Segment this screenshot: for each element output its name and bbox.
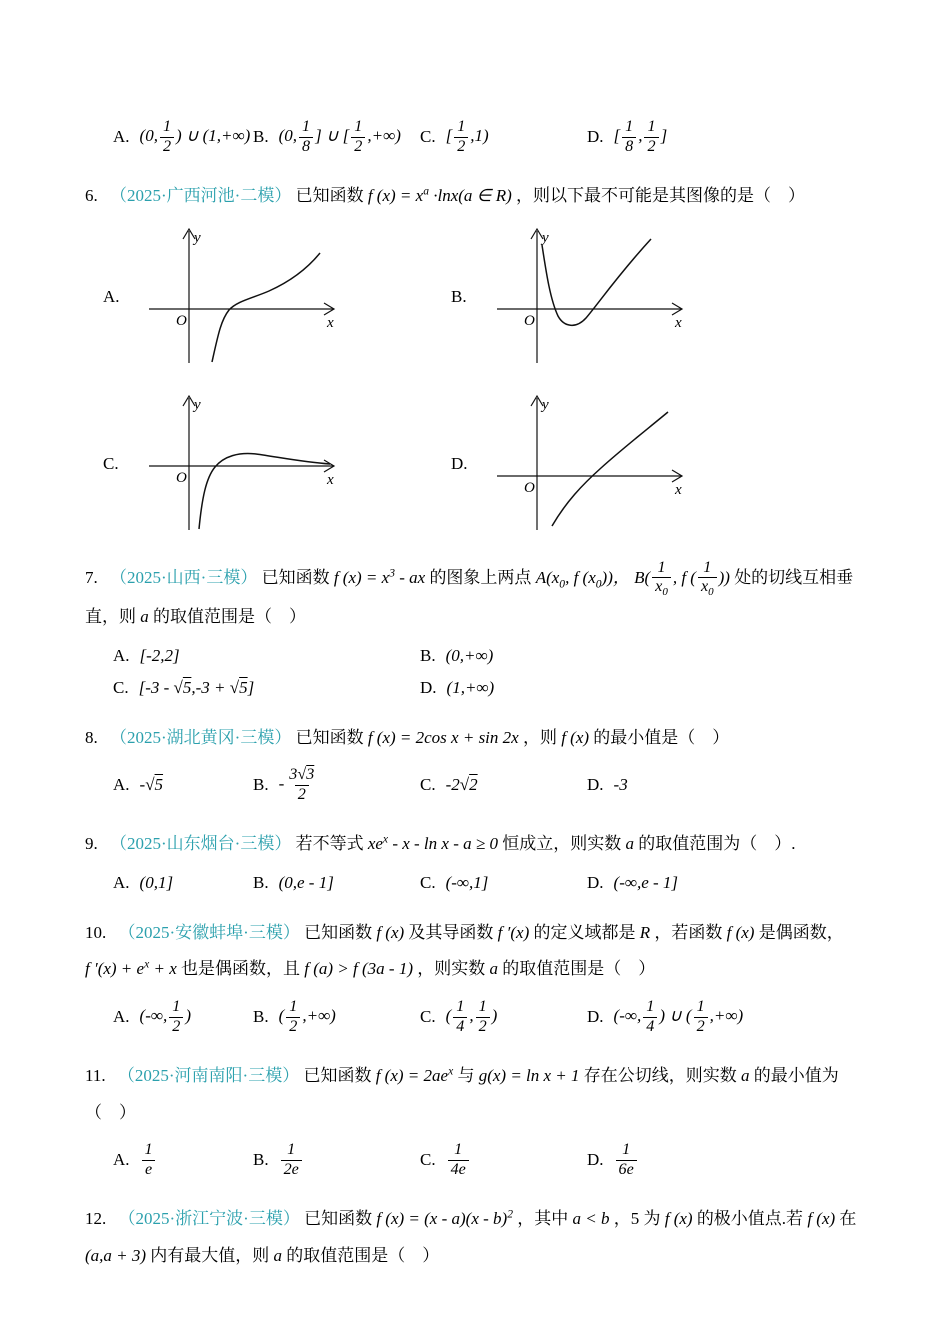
graph-a <box>103 225 451 370</box>
option-label: B. <box>253 775 269 795</box>
option-a <box>113 646 420 666</box>
option-value: (0, $\frac{1}{2}$ ) ∪ (1,+∞) <box>139 118 251 155</box>
stem-text: 及其导函数 <box>408 922 494 942</box>
option-label: D. <box>587 872 604 892</box>
graph-a-plot <box>137 225 349 370</box>
stem-math: a <box>140 607 149 627</box>
axis-label-origin: O <box>176 312 187 329</box>
option-label: A. <box>113 1150 130 1170</box>
option-d <box>587 775 628 795</box>
option-label: A. <box>113 645 130 665</box>
option-d <box>420 678 494 698</box>
stem-math: f (a) > f (3a - 1) <box>304 959 413 979</box>
stem-text: 的取值范围是（ ） <box>502 959 656 979</box>
stem-math: a <box>625 834 634 854</box>
stem-math: f (x) = (x - a)(x - b)$^2$ <box>376 1207 513 1229</box>
stem-text: 若不等式 <box>295 834 364 854</box>
option-label: D. <box>587 1150 604 1170</box>
problem-12 <box>85 1201 870 1274</box>
problem-6-stem <box>85 178 870 215</box>
option-label: B. <box>253 872 269 892</box>
stem-text: 的取值范围是（ ） <box>286 1245 440 1265</box>
option-value: (-∞,e - 1] <box>613 872 679 892</box>
option-label: C. <box>420 872 436 892</box>
option-value: (-∞, $\frac{1}{2}$ ) <box>139 998 191 1035</box>
prev-option-a <box>113 118 253 156</box>
stem-text: ，若函数 <box>654 922 723 942</box>
option-value: (-∞,1] <box>445 872 489 892</box>
stem-math: f $'(x) + e^x + x$ <box>85 957 177 979</box>
problem-7-stem <box>85 559 870 636</box>
stem-math: $xe^x - x - \ln x - a \ge 0$ <box>367 832 498 854</box>
problem-number: 9. <box>85 834 98 854</box>
axis-label-x: x <box>675 481 682 498</box>
prev-question-options-row <box>113 118 870 156</box>
graph-option-label: C. <box>103 454 119 474</box>
problem-7 <box>85 559 870 698</box>
stem-math: B( $\frac{1}{x_0}$ , f ( $\frac{1}{x_0}$ )) <box>634 558 730 599</box>
stem-math: f $(x) = x^a \cdot\ln x(a$ ∈ R) <box>367 184 512 206</box>
option-label: A. <box>113 872 130 892</box>
option-value: $\frac{1}{2e}$ <box>279 1141 304 1179</box>
stem-text: 恒成立，则实数 <box>502 834 622 854</box>
option-value: ( $\frac{1}{2}$ ,+∞) <box>278 998 336 1035</box>
stem-math: f (x) <box>726 922 755 942</box>
stem-text: 的定义域都是 <box>533 922 636 942</box>
option-value: [ $\frac{1}{2}$ ,1) <box>445 118 489 155</box>
graph-c <box>103 392 451 537</box>
option-value: $\frac{1}{e}$ <box>140 1141 158 1179</box>
axis-label-origin: O <box>524 312 535 329</box>
problem-number: 11. <box>85 1066 106 1086</box>
problem-number: 7. <box>85 567 98 587</box>
stem-text: ，5 为 <box>613 1209 661 1229</box>
axis-label-x: x <box>327 471 334 488</box>
stem-math: f ′(x) <box>497 922 530 942</box>
axis-label-y: y <box>542 229 549 246</box>
option-value: -2√2 <box>445 775 478 795</box>
option-label: B. <box>420 645 436 665</box>
problem-9 <box>85 826 870 893</box>
graph-d <box>451 392 799 537</box>
option-b <box>253 873 420 893</box>
problem-number: 10. <box>85 922 107 942</box>
graph-b <box>451 225 799 370</box>
axis-label-x: x <box>327 314 334 331</box>
problem-9-options <box>113 873 870 893</box>
problem-8 <box>85 720 870 805</box>
stem-text: 已知函数 <box>295 186 364 206</box>
curve <box>542 239 651 325</box>
option-value: $\frac{1}{4e}$ <box>446 1141 471 1179</box>
option-c <box>420 873 587 893</box>
stem-math: (a,a + 3) <box>85 1245 147 1265</box>
graph-option-label: B. <box>451 287 467 307</box>
stem-math: a <box>489 959 498 979</box>
problem-9-stem <box>85 826 870 863</box>
option-label: A. <box>113 775 130 795</box>
option-value: $\frac{1}{6e}$ <box>614 1141 639 1179</box>
problem-6-graphs <box>103 225 870 537</box>
axis-label-x: x <box>675 314 682 331</box>
stem-math: a < b <box>572 1209 610 1229</box>
stem-math: f (x) <box>561 727 590 747</box>
graph-d-plot <box>485 392 697 537</box>
problem-number: 6. <box>85 186 98 206</box>
problem-10 <box>85 915 870 1036</box>
option-label: D. <box>587 775 604 795</box>
problem-7-options-row-2 <box>113 678 870 698</box>
option-label: C. <box>420 775 436 795</box>
problem-8-stem <box>85 720 870 757</box>
axis-label-origin: O <box>524 479 535 496</box>
option-c <box>420 998 587 1036</box>
stem-text: 已知函数 <box>303 1066 372 1086</box>
stem-text: 处的切线互相垂直，则 <box>85 567 854 627</box>
stem-math: R <box>639 922 651 942</box>
graph-b-plot <box>485 225 697 370</box>
problem-8-options <box>113 766 870 804</box>
stem-text: 已知函数 <box>261 567 330 587</box>
option-c <box>420 1141 587 1179</box>
prev-option-d <box>587 118 667 156</box>
option-value: - $\frac{3√3}{2}$ <box>278 766 315 803</box>
graph-option-label: D. <box>451 454 468 474</box>
stem-math: f (x) = 2cos x + sin 2x <box>367 727 519 747</box>
option-value: ( $\frac{1}{4}$ , $\frac{1}{2}$ ) <box>445 998 498 1035</box>
problem-11 <box>85 1058 870 1179</box>
problem-11-options <box>113 1141 870 1179</box>
option-value: (1,+∞) <box>446 677 495 697</box>
axis-label-y: y <box>194 396 201 413</box>
option-value: (0, $\frac{1}{8}$ ] ∪ [ $\frac{1}{2}$ ,+∞) <box>278 118 401 155</box>
problem-10-stem <box>85 915 870 988</box>
option-a <box>113 1141 253 1179</box>
prev-option-b <box>253 118 420 156</box>
stem-text: 也是偶函数，且 <box>181 959 300 979</box>
option-label: C. <box>420 1007 436 1027</box>
option-d <box>587 1141 639 1179</box>
problem-number: 8. <box>85 727 98 747</box>
stem-text: 已知函数 <box>304 1209 373 1229</box>
option-b <box>420 646 493 666</box>
option-label: B. <box>253 1007 269 1027</box>
option-label: C. <box>420 127 436 147</box>
stem-text: 已知函数 <box>295 727 364 747</box>
stem-text: 的最小值为（ ） <box>85 1066 839 1122</box>
stem-text: 的图象上两点 <box>429 567 532 587</box>
stem-text: 与 <box>457 1066 475 1086</box>
option-a <box>113 775 253 795</box>
option-label: B. <box>253 127 269 147</box>
stem-text: 的极小值点.若 <box>696 1209 804 1229</box>
option-value: -√5 <box>139 775 164 795</box>
problem-source: （2025·山西·三模） <box>110 567 258 587</box>
stem-math: f (x) <box>807 1209 836 1229</box>
option-label: A. <box>113 1007 130 1027</box>
option-b <box>253 1141 420 1179</box>
option-b <box>253 998 420 1036</box>
stem-text: ，则实数 <box>417 959 486 979</box>
axis-label-y: y <box>194 229 201 246</box>
stem-text: 在 <box>839 1209 857 1229</box>
stem-text: 存在公切线，则实数 <box>583 1066 737 1086</box>
stem-text: ，其中 <box>517 1209 569 1229</box>
option-value: (0,+∞) <box>445 645 494 665</box>
option-value: (0,1] <box>139 872 174 892</box>
option-label: D. <box>587 1007 604 1027</box>
problem-10-options <box>113 998 870 1036</box>
option-value: [-2,2] <box>139 645 180 665</box>
option-value: -3 <box>613 775 628 795</box>
option-value: [-3 - √5,-3 + √5] <box>138 677 255 697</box>
prev-option-c <box>420 118 587 156</box>
stem-text: 的取值范围是（ ） <box>153 607 306 627</box>
stem-math: a <box>273 1245 283 1265</box>
problem-source: （2025·浙江宁波·三模） <box>118 1209 300 1229</box>
problem-source: （2025·河南南阳·三模） <box>117 1066 300 1086</box>
stem-text: ，则 <box>522 727 557 747</box>
stem-text: 是偶函数， <box>758 922 844 942</box>
option-a <box>113 873 253 893</box>
stem-math: a <box>741 1066 750 1086</box>
graph-c-plot <box>137 392 349 537</box>
option-label: D. <box>587 127 604 147</box>
graph-option-label: A. <box>103 287 120 307</box>
stem-text: 的最小值是（ ） <box>593 727 730 747</box>
option-label: D. <box>420 677 437 697</box>
stem-text: ，则以下最不可能是其图像的是（ ） <box>516 186 806 206</box>
option-value: (-∞, $\frac{1}{4}$ ) ∪ ( $\frac{1}{2}$ ,+∞) <box>613 998 744 1035</box>
problem-source: （2025·安徽蚌埠·三模） <box>118 922 300 942</box>
option-c <box>420 775 587 795</box>
option-c <box>113 678 420 698</box>
stem-math: f (x) <box>376 922 405 942</box>
option-value: (0,e - 1] <box>278 872 334 892</box>
stem-math: f $(x) = x^3$ - ax <box>333 566 426 587</box>
curve <box>199 453 330 528</box>
problem-11-stem <box>85 1058 870 1131</box>
stem-math: f (x) <box>664 1209 693 1229</box>
stem-math: $A(x_0$, f $(x_0)$)， <box>535 567 630 591</box>
option-value: [ $\frac{1}{8}$ , $\frac{1}{2}$ ] <box>613 118 668 155</box>
option-d <box>587 873 678 893</box>
option-d <box>587 998 743 1036</box>
axis-label-y: y <box>542 396 549 413</box>
problem-12-stem <box>85 1201 870 1274</box>
problem-7-options-row-1 <box>113 646 870 666</box>
option-label: C. <box>420 1150 436 1170</box>
stem-text: 的取值范围为（ ）. <box>638 834 796 854</box>
stem-math: g(x) = ln x + 1 <box>478 1066 580 1086</box>
axis-label-origin: O <box>176 469 187 486</box>
option-label: A. <box>113 127 130 147</box>
problem-6 <box>85 178 870 537</box>
curve <box>552 412 668 526</box>
option-a <box>113 998 253 1036</box>
problem-number: 12. <box>85 1209 107 1229</box>
problem-source: （2025·山东烟台·三模） <box>110 834 292 854</box>
problem-source: （2025·湖北黄冈·三模） <box>110 727 292 747</box>
stem-math: f $(x) = 2ae^x$ <box>375 1064 454 1086</box>
stem-text: 内有最大值，则 <box>150 1245 270 1265</box>
curve <box>212 253 320 362</box>
option-b <box>253 766 420 804</box>
problem-source: （2025·广西河池·二模） <box>110 186 292 206</box>
stem-text: 已知函数 <box>304 922 373 942</box>
option-label: C. <box>113 677 129 697</box>
option-label: B. <box>253 1150 269 1170</box>
